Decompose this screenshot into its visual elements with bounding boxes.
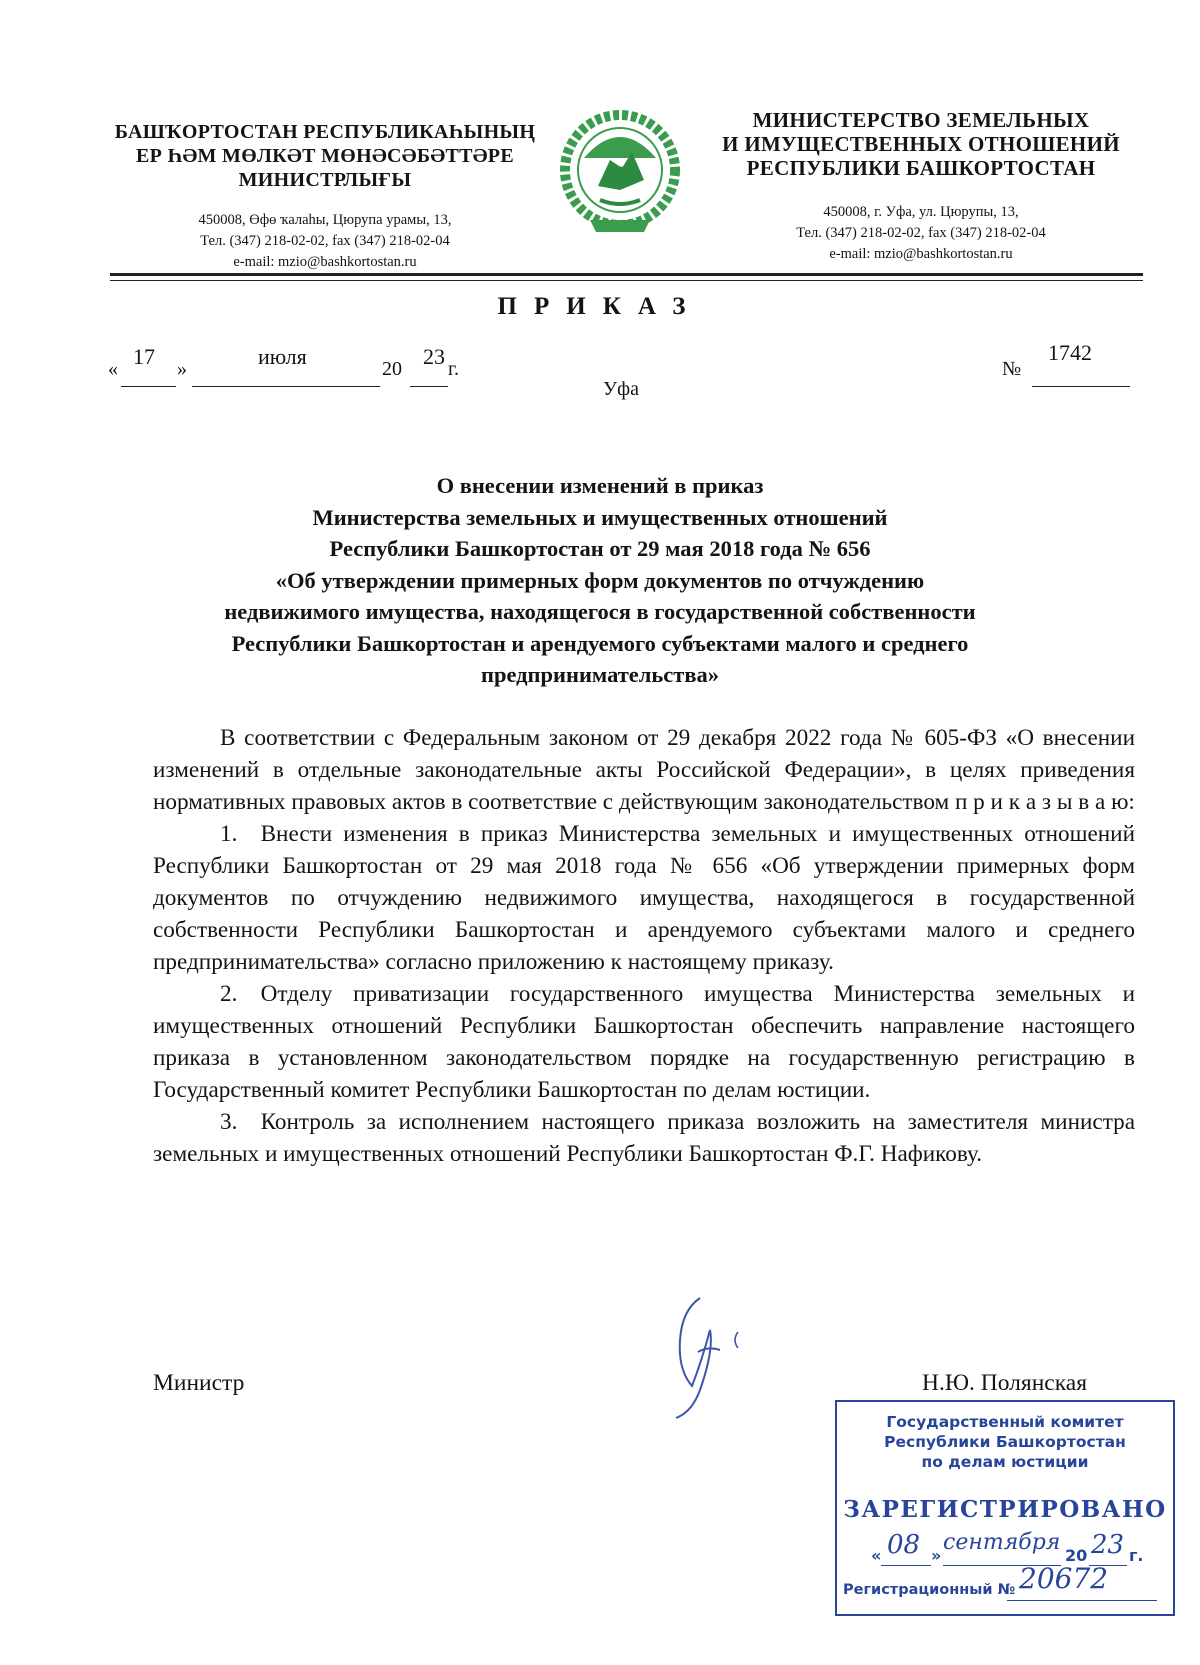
- signatory-position: Министр: [153, 1370, 245, 1396]
- signatory-name: Н.Ю. Полянская: [922, 1370, 1088, 1396]
- header-divider-thin: [110, 280, 1143, 281]
- ministry-name-bashkir-line1: БАШҠОРТОСТАН РЕСПУБЛИКАҺЫНЫҢ: [114, 121, 536, 143]
- stamp-organization: [837, 1412, 1173, 1472]
- date-day: 17: [133, 344, 155, 369]
- ministry-name-line3: РЕСПУБЛИКИ БАШКОРТОСТАН: [746, 156, 1096, 180]
- handwritten-signature: [640, 1290, 750, 1420]
- email-bashkir: e-mail: mzio@bashkortostan.ru: [233, 254, 417, 270]
- stamp-year-suffix: г.: [1129, 1546, 1144, 1565]
- date-year-suffix: г.: [448, 358, 459, 380]
- email: e-mail: mzio@bashkortostan.ru: [829, 246, 1013, 262]
- date-open-quote: «: [108, 358, 118, 380]
- stamp-date-close-quote: »: [931, 1546, 942, 1565]
- preamble-paragraph: В соответствии с Федеральным законом от 29 декабря 2022 года № 605-ФЗ «О внесении изменений в отдельные законодательные акты Российской Федерации», в целях приведения нормативных правовых актов в соответствие с действующим законодательством п р и к а з ы в а ю:: [153, 725, 1135, 815]
- subject-line: Республики Башкортостан и арендуемого субъектами малого и среднего: [231, 630, 969, 656]
- ministry-name-bashkir-line3: МИНИСТРЛЫҒЫ: [238, 169, 412, 191]
- subject-line: Министерства земельных и имущественных отношений: [312, 504, 888, 530]
- subject-line: недвижимого имущества, находящегося в государственной собственности: [224, 599, 976, 624]
- stamp-reg-underline: [1007, 1600, 1157, 1601]
- ministry-name-line2: И ИМУЩЕСТВЕННЫХ ОТНОШЕНИЙ: [722, 132, 1120, 156]
- stamp-year: 23: [1091, 1530, 1125, 1560]
- order-subject: [140, 470, 1060, 691]
- registration-stamp: [835, 1400, 1175, 1616]
- stamp-date-open-quote: «: [871, 1546, 882, 1565]
- address: 450008, г. Уфа, ул. Цюрупы, 13,: [823, 204, 1019, 220]
- document-title: ПРИКАЗ: [497, 293, 703, 320]
- bashkortostan-coat-of-arms-icon: [560, 108, 680, 238]
- address-bashkir: 450008, Өфө ҡалаһы, Цюрупа урамы, 13,: [198, 212, 452, 228]
- stamp-day-underline: [881, 1565, 931, 1566]
- stamp-month: сентября: [943, 1530, 1061, 1555]
- order-body: [153, 722, 1135, 1170]
- header-divider-thick: [110, 273, 1143, 276]
- stamp-day: 08: [887, 1530, 921, 1560]
- stamp-reg-label: Регистрационный №: [843, 1582, 1016, 1598]
- date-month: июля: [258, 344, 307, 369]
- stamp-century: 20: [1065, 1546, 1088, 1565]
- stamp-reg-number: 20672: [1019, 1562, 1109, 1595]
- city: Уфа: [603, 378, 639, 400]
- header-left: [105, 120, 545, 273]
- date-year: 23: [423, 344, 445, 369]
- clause-2: 2. Отделу приватизации государственного имущества Министерства земельных и имущественных отношений Республики Башкортостан обеспечить направление настоящего приказа в установленном законодательством порядке на государственную регистрацию в Государственный комитет Республики Башкортостан по делам юстиции.: [153, 981, 1135, 1103]
- ministry-name-line1: МИНИСТЕРСТВО ЗЕМЕЛЬНЫХ: [752, 108, 1090, 132]
- order-number-label: №: [1002, 358, 1022, 380]
- date-century: 20: [382, 358, 402, 380]
- ministry-name-bashkir-line2: ЕР ҺӘМ МӨЛКӘТ МӨНӘСӘБӘТТӘРЕ: [136, 145, 514, 167]
- subject-line: Республики Башкортостан от 29 мая 2018 года № 656: [329, 536, 871, 561]
- stamp-org-line: Республики Башкортостан: [884, 1433, 1126, 1451]
- clause-1: 1. Внести изменения в приказ Министерства земельных и имущественных отношений Республики Башкортостан от 29 мая 2018 года № 656 «Об утверждении примерных форм документов по отчуждению недвижимого имущества, находящегося в государственной собственности Республики Башкортостан и арендуемого субъектами малого и среднего предпринимательства» согласно приложению к настоящему приказу.: [153, 821, 1135, 975]
- date-close-quote: »: [177, 358, 187, 380]
- clause-3: 3. Контроль за исполнением настоящего приказа возложить на заместителя министра земельных и имущественных отношений Республики Башкортостан Ф.Г. Нафикову.: [153, 1109, 1135, 1167]
- header-right: [690, 108, 1152, 265]
- stamp-status: ЗАРЕГИСТРИРОВАНО: [843, 1496, 1167, 1523]
- subject-line: предпринимательства»: [480, 662, 719, 687]
- stamp-org-line: по делам юстиции: [921, 1453, 1089, 1471]
- subject-line: «Об утверждении примерных форм документов по отчуждению: [275, 567, 925, 593]
- order-number: 1742: [1048, 340, 1092, 365]
- phone-bashkir: Тел. (347) 218-02-02, fax (347) 218-02-04: [200, 233, 450, 249]
- stamp-org-line: Государственный комитет: [886, 1413, 1124, 1431]
- phone: Тел. (347) 218-02-02, fax (347) 218-02-04: [796, 225, 1046, 241]
- subject-line: О внесении изменений в приказ: [436, 473, 764, 498]
